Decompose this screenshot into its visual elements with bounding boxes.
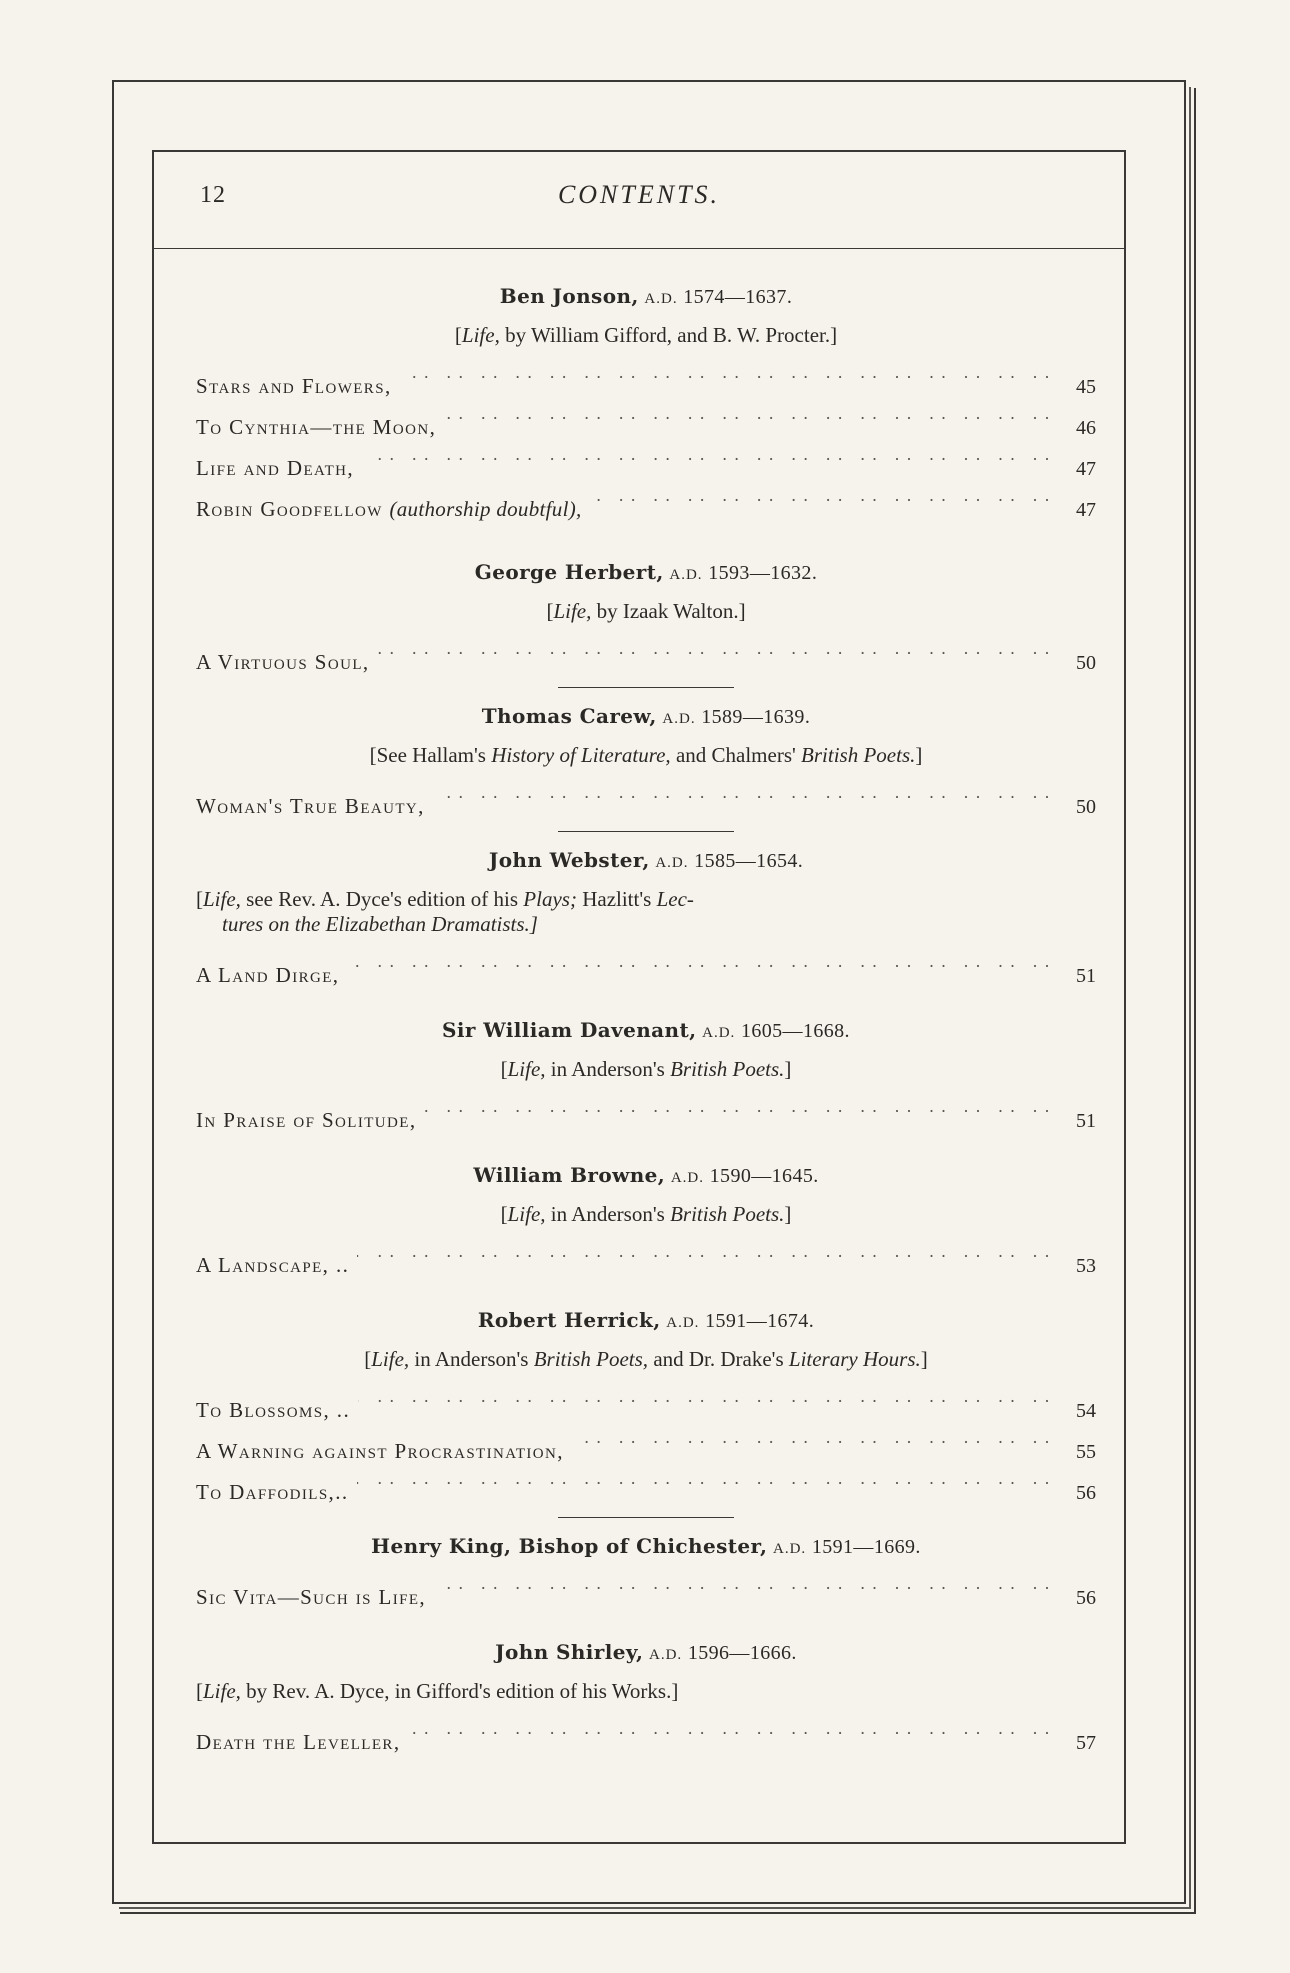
entry-page: 50 (1076, 652, 1096, 674)
author-name: Ben Jonson, (499, 284, 639, 308)
author-era: A.D. (773, 1541, 807, 1557)
entry-page: 45 (1076, 376, 1096, 398)
author-era: A.D. (702, 1025, 736, 1041)
toc-entry[interactable] (196, 1241, 1096, 1282)
entry-title: To Cynthia—the Moon, (196, 415, 437, 439)
toc-entry[interactable] (196, 1427, 1096, 1468)
author-dates: 1590—1645. (709, 1165, 819, 1187)
author-section (196, 1308, 1096, 1518)
author-name: John Webster, (488, 848, 650, 872)
author-dates: 1591—1669. (811, 1536, 921, 1558)
biography-note-continuation: tures on the Elizabethan Dramatists.] (222, 912, 538, 936)
entry-title: A Landscape, .. (196, 1253, 350, 1277)
author-section (196, 560, 1096, 688)
author-dates: 1593—1632. (708, 562, 818, 584)
author-dates: 1591—1674. (705, 1310, 815, 1332)
author-heading (196, 1640, 1096, 1665)
biography-note: [Life, in Anderson's British Poets.] (500, 1202, 792, 1226)
author-name: Sir William Davenant, (442, 1018, 697, 1042)
author-heading (196, 1163, 1096, 1188)
author-dates: 1605—1668. (740, 1020, 850, 1042)
entry-title: In Praise of Solitude, (196, 1108, 417, 1132)
entry-title: Woman's True Beauty, (196, 794, 425, 818)
author-heading (196, 560, 1096, 585)
entry-title: To Blossoms, .. (196, 1398, 351, 1422)
entry-title: Stars and Flowers, (196, 374, 392, 398)
toc-entry[interactable] (196, 1386, 1096, 1427)
author-dates: 1589—1639. (701, 706, 811, 728)
entry-title: Life and Death, (196, 456, 355, 480)
entry-page: 50 (1076, 796, 1096, 818)
contents-list (196, 284, 1096, 1771)
biography-note: [Life, by William Gifford, and B. W. Procter.] (454, 323, 838, 347)
entry-page: 51 (1076, 1110, 1096, 1132)
dot-leader (424, 1096, 1056, 1127)
toc-entry[interactable] (196, 1096, 1096, 1137)
dot-leader (444, 403, 1056, 434)
entry-title: Robin Goodfellow (authorship doubtful), (196, 497, 582, 521)
dot-leader (358, 1386, 1056, 1417)
content-frame (152, 150, 1126, 1844)
dot-leader (362, 444, 1056, 475)
author-era: A.D. (670, 1170, 704, 1186)
author-heading (196, 1018, 1096, 1043)
running-head: CONTENTS. (557, 180, 721, 209)
author-era: A.D. (669, 567, 703, 583)
biography-note: [Life, in Anderson's British Poets, and Dr. Drake's Literary Hours.] (364, 1347, 928, 1371)
dot-leader (408, 1718, 1056, 1749)
author-section (196, 1534, 1096, 1614)
author-name: George Herbert, (474, 560, 664, 584)
toc-entry[interactable] (196, 638, 1096, 679)
author-section (196, 1640, 1096, 1759)
biography-note: [Life, by Izaak Walton.] (546, 599, 746, 623)
toc-entry[interactable] (196, 782, 1096, 823)
author-era: A.D. (649, 1647, 683, 1663)
toc-entry[interactable] (196, 444, 1096, 485)
author-era: A.D. (662, 711, 696, 727)
toc-entry[interactable] (196, 362, 1096, 403)
author-era: A.D. (666, 1315, 700, 1331)
entry-page: 54 (1076, 1400, 1096, 1422)
biography-note: [See Hallam's History of Literature, and Chalmers' British Poets.] (369, 743, 923, 767)
author-era: A.D. (655, 855, 689, 871)
author-heading (196, 1534, 1096, 1559)
entry-page: 47 (1076, 499, 1096, 521)
author-name: Thomas Carew, (481, 704, 657, 728)
entry-title-note: (authorship doubtful), (389, 497, 582, 521)
author-section (196, 1018, 1096, 1137)
biography-note: [Life, see Rev. A. Dyce's edition of his Plays; Hazlitt's Lec- tures on the Elizabethan Dramatists.] (196, 887, 1096, 937)
toc-entry[interactable] (196, 485, 1096, 526)
author-heading (196, 1308, 1096, 1333)
entry-page: 55 (1076, 1441, 1096, 1463)
author-dates: 1585—1654. (694, 850, 804, 872)
entry-title: Sic Vita—Such is Life, (196, 1585, 427, 1609)
author-dates: 1574—1637. (683, 286, 793, 308)
page-header (154, 152, 1124, 249)
author-heading (196, 848, 1096, 873)
dot-leader (433, 782, 1056, 813)
dot-leader (357, 1241, 1056, 1272)
entry-page: 46 (1076, 417, 1096, 439)
toc-entry[interactable] (196, 1573, 1096, 1614)
entry-title: A Warning against Procrastination, (196, 1439, 564, 1463)
author-section (196, 1163, 1096, 1282)
entry-page: 47 (1076, 458, 1096, 480)
toc-entry[interactable] (196, 403, 1096, 444)
dot-leader (434, 1573, 1056, 1604)
entry-title: A Virtuous Soul, (196, 650, 370, 674)
author-name: Robert Herrick, (477, 1308, 661, 1332)
author-name: Henry King, Bishop of Chichester, (371, 1534, 768, 1558)
biography-note: [Life, in Anderson's British Poets.] (500, 1057, 792, 1081)
entry-page: 56 (1076, 1587, 1096, 1609)
author-section (196, 284, 1096, 526)
entry-page: 56 (1076, 1482, 1096, 1504)
entry-page: 53 (1076, 1255, 1096, 1277)
section-divider (558, 687, 734, 688)
author-era: A.D. (644, 291, 678, 307)
dot-leader (590, 485, 1056, 516)
author-name: William Browne, (473, 1163, 666, 1187)
entry-title: To Daffodils,.. (196, 1480, 349, 1504)
author-name: John Shirley, (495, 1640, 644, 1664)
page-number: 12 (200, 182, 226, 208)
toc-entry[interactable] (196, 951, 1096, 992)
author-heading (196, 284, 1096, 309)
author-section (196, 848, 1096, 992)
dot-leader (378, 638, 1056, 669)
entry-title: A Land Dirge, (196, 963, 340, 987)
dot-leader (357, 1468, 1056, 1499)
section-divider (558, 1517, 734, 1518)
author-section (196, 704, 1096, 832)
entry-title: Death the Leveller, (196, 1730, 401, 1754)
entry-page: 51 (1076, 965, 1096, 987)
biography-note: [Life, by Rev. A. Dyce, in Gifford's edition of his Works.] (196, 1679, 679, 1703)
entry-page: 57 (1076, 1732, 1096, 1754)
author-dates: 1596—1666. (687, 1642, 797, 1664)
dot-leader (572, 1427, 1056, 1458)
author-heading (196, 704, 1096, 729)
dot-leader (347, 951, 1056, 982)
toc-entry[interactable] (196, 1468, 1096, 1509)
dot-leader (400, 362, 1056, 393)
section-divider (558, 831, 734, 832)
toc-entry[interactable] (196, 1718, 1096, 1759)
